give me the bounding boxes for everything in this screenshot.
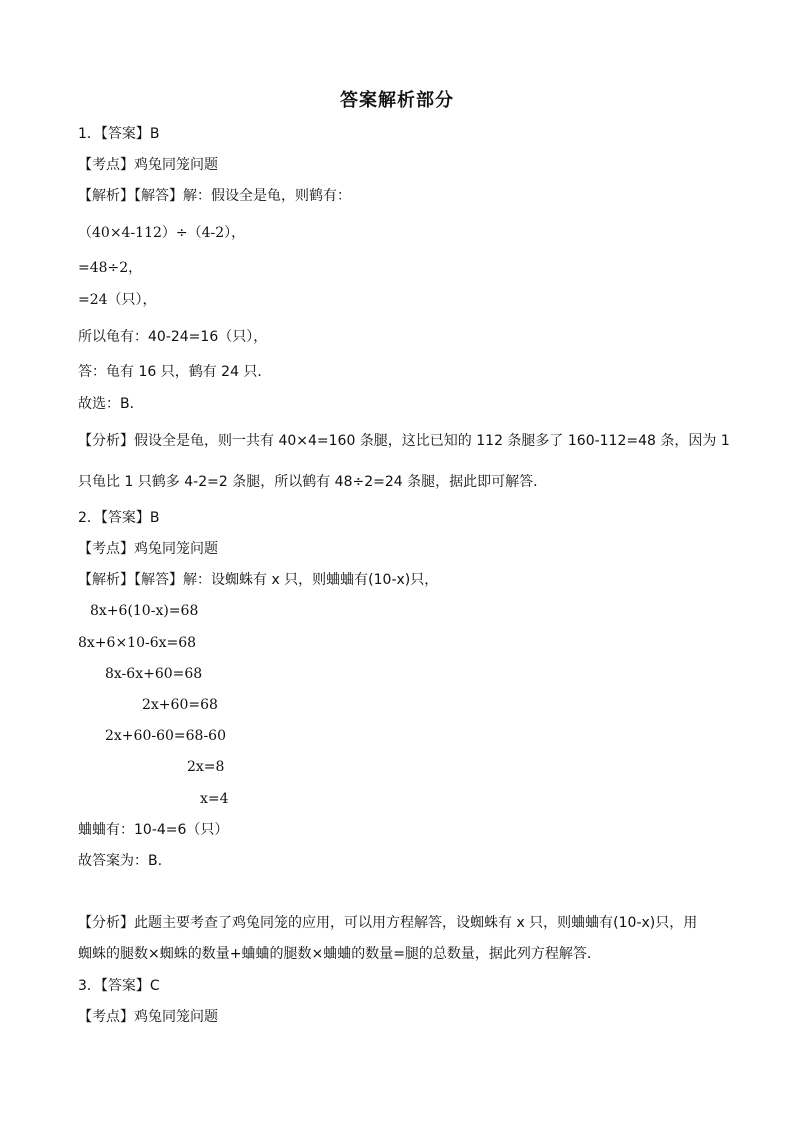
q1-step: 故选：B． bbox=[78, 396, 144, 412]
q2-analysis-line2: 蜘蛛的腿数×蜘蛛的数量+蛐蛐的腿数×蛐蛐的数量=腿的总数量，据此列方程解答. bbox=[78, 946, 592, 962]
q2-equation: 8x+6(10-x)=68 bbox=[90, 603, 199, 619]
q3-answer: 3．【答案】C bbox=[78, 978, 160, 994]
q2-final: 故答案为：B. bbox=[78, 853, 163, 869]
q2-equation: 8x+6×10-6x=68 bbox=[78, 635, 197, 651]
q1-analysis-line2: 只龟比 1 只鹤多 4-2=2 条腿，所以鹤有 48÷2=24 条腿，据此即可解答． bbox=[78, 474, 548, 490]
q1-step: 答：龟有 16 只，鹤有 24 只． bbox=[78, 364, 272, 380]
page-title: 答案解析部分 bbox=[340, 90, 454, 111]
q1-point: 【考点】鸡兔同笼问题 bbox=[78, 157, 218, 173]
q2-answer: 2．【答案】B bbox=[78, 510, 160, 526]
q2-equation: 2x+60=68 bbox=[142, 697, 218, 713]
q2-equation: x=4 bbox=[200, 791, 229, 807]
q2-point: 【考点】鸡兔同笼问题 bbox=[78, 541, 218, 557]
q2-result: 蛐蛐有：10-4=6（只） bbox=[78, 822, 229, 838]
q2-equation: 2x+60-60=68-60 bbox=[105, 728, 226, 744]
q3-point: 【考点】鸡兔同笼问题 bbox=[78, 1009, 218, 1025]
q1-step: 所以龟有：40-24=16（只）， bbox=[78, 329, 268, 345]
q2-equation: 2x=8 bbox=[187, 759, 225, 775]
q2-analysis-line1: 【分析】此题主要考查了鸡兔同笼的应用，可以用方程解答，设蜘蛛有 x 只，则蛐蛐有(10-x)只，用 bbox=[78, 915, 698, 931]
q1-answer: 1．【答案】B bbox=[78, 126, 160, 142]
q1-step: =24（只）， bbox=[78, 292, 157, 308]
q2-analysis-head: 【解析】【解答】解：设蜘蛛有 x 只，则蛐蛐有(10-x)只， bbox=[78, 572, 439, 588]
q2-equation: 8x-6x+60=68 bbox=[105, 666, 203, 682]
q1-step: =48÷2， bbox=[78, 260, 143, 276]
q1-analysis-line1: 【分析】假设全是龟，则一共有 40×4=160 条腿，这比已知的 112 条腿多了 160-112=48 条，因为 1 bbox=[78, 433, 730, 449]
q1-step: （40×4-112）÷（4-2）， bbox=[78, 225, 246, 241]
q1-analysis-head: 【解析】【解答】解：假设全是龟，则鹤有： bbox=[78, 188, 351, 204]
